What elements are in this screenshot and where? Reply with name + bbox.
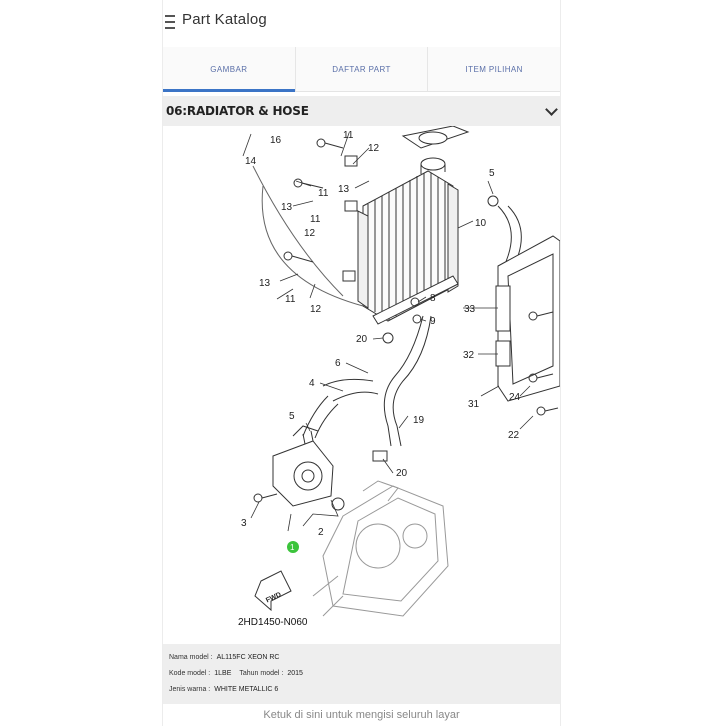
callout-20a[interactable]: 20 (356, 334, 368, 345)
callout-4[interactable]: 4 (309, 378, 315, 389)
nama-model-label: Nama model : (169, 654, 213, 661)
callout-20b[interactable]: 20 (396, 468, 408, 479)
callout-12c[interactable]: 12 (310, 304, 322, 315)
callout-2[interactable]: 2 (318, 527, 324, 538)
tahun-model-value: 2015 (287, 670, 303, 677)
callout-3[interactable]: 3 (241, 518, 247, 529)
reservoir-bracket (496, 236, 560, 401)
callout-10[interactable]: 8 (430, 293, 436, 304)
callout-1[interactable]: 1 (290, 543, 295, 552)
tahun-model-label: Tahun model : (239, 670, 284, 677)
callout-7[interactable]: 10 (475, 218, 487, 229)
fullscreen-hint[interactable]: Ketuk di sini untuk mengisi seluruh layar (263, 709, 460, 721)
callout-22[interactable]: 22 (508, 430, 520, 441)
hamburger-menu-icon[interactable] (165, 15, 175, 29)
kode-model-value: 1LBE (214, 670, 232, 677)
callout-11c[interactable]: 11 (310, 214, 321, 225)
tab-item-pilihan[interactable]: ITEM PILIHAN (465, 64, 523, 74)
callout-32[interactable]: 32 (463, 350, 475, 361)
callout-9[interactable]: 9 (430, 316, 436, 327)
diagram-svg (163, 126, 560, 636)
callout-24[interactable]: 24 (509, 392, 521, 403)
chevron-down-icon[interactable] (545, 103, 558, 116)
app-title: Part Katalog (182, 11, 267, 28)
info-row-warna (169, 682, 560, 698)
info-row-kode (169, 666, 560, 682)
tab-gambar[interactable]: GAMBAR (163, 47, 296, 91)
kode-model-label: Kode model : (169, 670, 211, 677)
callout-13c[interactable]: 13 (259, 278, 271, 289)
fwd-arrow-icon (255, 571, 291, 610)
engine-block (313, 481, 448, 616)
section-title: 06:RADIATOR & HOSE (166, 104, 309, 118)
radiator-core (358, 158, 458, 324)
tab-daftar-part[interactable]: DAFTAR PART (296, 47, 429, 91)
info-row-model (169, 650, 560, 666)
parts-diagram[interactable] (163, 126, 560, 636)
diagram-code: 2HD1450-N060 (238, 617, 308, 628)
callout-33[interactable]: 33 (464, 304, 476, 315)
model-info-panel (163, 644, 560, 704)
app-bar (163, 0, 560, 44)
callout-5b[interactable]: 5 (289, 411, 295, 422)
callout-13b[interactable]: 13 (281, 202, 293, 213)
callout-12a[interactable]: 12 (368, 143, 380, 154)
callout-19[interactable]: 19 (413, 415, 425, 426)
callout-13a[interactable]: 13 (338, 184, 350, 195)
app-frame (163, 0, 560, 726)
jenis-warna-value: WHITE METALLIC 6 (214, 686, 279, 693)
water-pump (273, 426, 344, 510)
callout-6[interactable]: 6 (335, 358, 341, 369)
fwd-label: FWD (265, 591, 283, 605)
callout-11b[interactable]: 11 (318, 188, 329, 199)
callout-5a[interactable]: 5 (489, 168, 495, 179)
nama-model-value: AL115FC XEON RC (216, 654, 280, 661)
callout-14[interactable]: 14 (245, 156, 257, 167)
callout-16[interactable]: 16 (270, 135, 282, 146)
section-header[interactable] (163, 96, 560, 126)
callout-11a[interactable]: 11 (343, 130, 354, 141)
jenis-warna-label: Jenis warna : (169, 686, 211, 693)
callout-12b[interactable]: 12 (304, 228, 316, 239)
callout-11d[interactable]: 11 (285, 294, 296, 305)
callout-31[interactable]: 31 (468, 399, 480, 410)
tab-bar (163, 47, 560, 92)
